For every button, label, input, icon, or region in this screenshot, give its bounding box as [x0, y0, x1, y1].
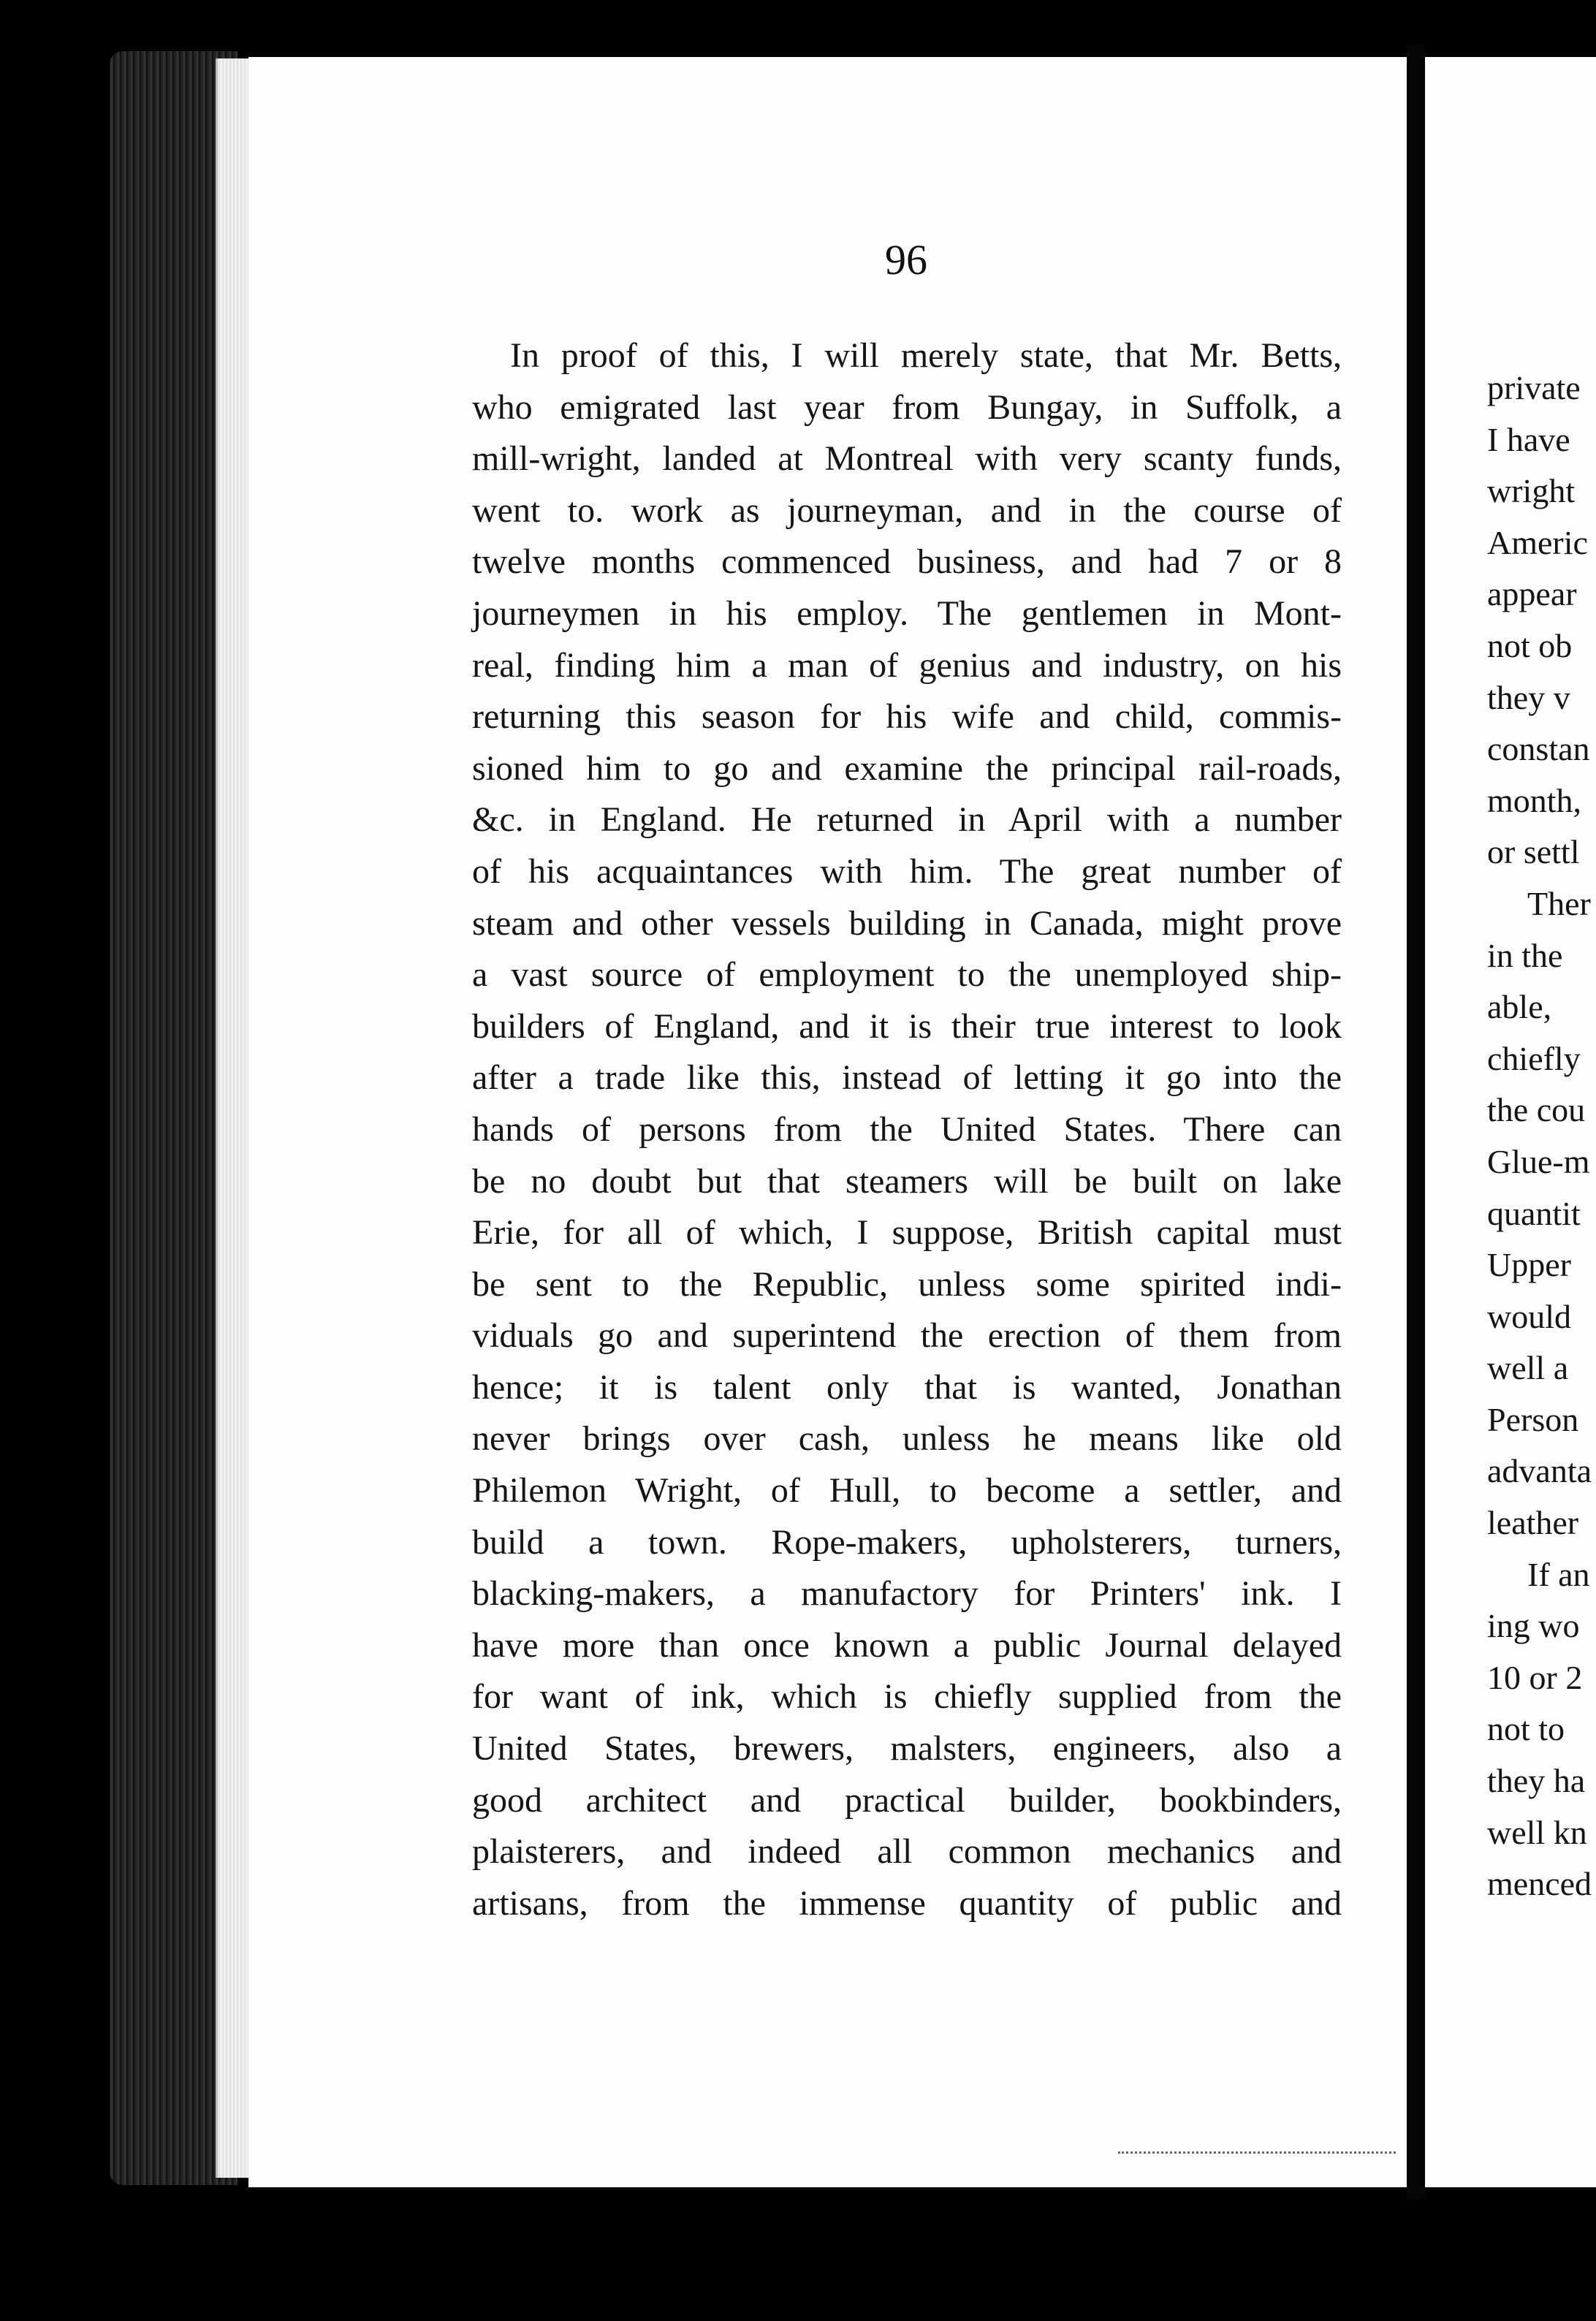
text-line: mill-wright, landed at Montreal with very scanty funds,: [472, 439, 1342, 479]
facing-text-line: Upper: [1487, 1246, 1571, 1284]
text-line: good architect and practical builder, bookbinders,: [472, 1780, 1342, 1820]
facing-text-line: Glue-m: [1487, 1142, 1590, 1180]
text-line: Erie, for all of which, I suppose, British capital must: [472, 1213, 1342, 1253]
facing-text-line: private: [1487, 369, 1581, 406]
facing-page-text: [1487, 362, 1592, 1910]
facing-text-line: well kn: [1487, 1813, 1587, 1851]
facing-text-line: 10 or 2: [1487, 1658, 1583, 1696]
text-line: plaisterers, and indeed all common mechanics and: [472, 1832, 1342, 1872]
text-line: who emigrated last year from Bungay, in Suffolk, a: [472, 387, 1342, 427]
text-line: artisans, from the immense quantity of public and: [472, 1883, 1342, 1923]
text-line: builders of England, and it is their true interest to look: [472, 1006, 1342, 1046]
facing-text-line: constan: [1487, 730, 1590, 768]
facing-text-line: month,: [1487, 781, 1582, 819]
facing-text-line: they v: [1487, 678, 1570, 716]
facing-text-line: ing wo: [1487, 1607, 1580, 1645]
facing-text-line: menced: [1487, 1865, 1592, 1903]
text-line: In proof of this, I will merely state, that Mr. Betts,: [510, 336, 1342, 375]
text-line: sioned him to go and examine the principal rail-roads,: [472, 748, 1342, 788]
text-line: real, finding him a man of genius and industry, on his: [472, 645, 1342, 685]
text-line: &c. in England. He returned in April with a number: [472, 800, 1342, 840]
text-line: for want of ink, which is chiefly supplied from the: [472, 1677, 1342, 1717]
facing-text-line: would: [1487, 1297, 1571, 1335]
facing-text-line: they ha: [1487, 1762, 1586, 1800]
text-line: went to. work as journeyman, and in the course of: [472, 490, 1342, 530]
facing-text-line: wright: [1487, 472, 1576, 510]
text-line: of his acquaintances with him. The great number of: [472, 851, 1342, 891]
page-edge-mark: [1118, 2147, 1396, 2154]
facing-text-line: Americ: [1487, 523, 1588, 561]
text-line: hands of persons from the United States. There can: [472, 1109, 1342, 1149]
facing-text-line: not ob: [1487, 626, 1573, 664]
facing-text-line: Ther: [1527, 884, 1591, 922]
text-line: viduals go and superintend the erection of them from: [472, 1316, 1342, 1356]
text-line: twelve months commenced business, and had 7 or 8: [472, 542, 1342, 582]
facing-text-line: or settl: [1487, 833, 1580, 871]
facing-text-line: Person: [1487, 1400, 1579, 1438]
page-number: 96: [885, 236, 927, 284]
facing-text-line: in the: [1487, 936, 1563, 974]
facing-text-line: well a: [1487, 1349, 1569, 1387]
facing-text-line: If an: [1527, 1555, 1590, 1593]
text-line: hence; it is talent only that is wanted, Jonathan: [472, 1367, 1342, 1407]
facing-text-line: chiefly: [1487, 1039, 1581, 1077]
text-line: returning this season for his wife and child, commis-: [472, 697, 1342, 737]
facing-text-line: not to: [1487, 1710, 1565, 1748]
text-line: United States, brewers, malsters, engineers, also a: [472, 1729, 1342, 1769]
text-line: blacking-makers, a manufactory for Printers' ink. I: [472, 1574, 1342, 1614]
text-line: be sent to the Republic, unless some spirited indi-: [472, 1264, 1342, 1304]
facing-text-line: appear: [1487, 575, 1577, 613]
facing-text-line: I have: [1487, 420, 1570, 458]
text-line: have more than once known a public Journal delayed: [472, 1625, 1342, 1665]
facing-text-line: quantit: [1487, 1194, 1581, 1232]
text-line: Philemon Wright, of Hull, to become a settler, and: [472, 1471, 1342, 1511]
facing-text-line: the cou: [1487, 1091, 1586, 1129]
text-line: build a town. Rope-makers, upholsterers, turners,: [472, 1522, 1342, 1562]
book-gutter: [1407, 44, 1425, 2200]
text-line: steam and other vessels building in Canada, might prove: [472, 903, 1342, 943]
text-line: a vast source of employment to the unemployed ship-: [472, 955, 1342, 995]
page-body-text: [472, 330, 1342, 1929]
facing-text-line: leather: [1487, 1504, 1579, 1542]
facing-text-line: advanta: [1487, 1452, 1592, 1490]
text-line: never brings over cash, unless he means like old: [472, 1419, 1342, 1459]
text-line: after a trade like this, instead of letting it go into the: [472, 1058, 1342, 1098]
text-line: journeymen in his employ. The gentlemen in Mont-: [472, 593, 1342, 633]
text-line: be no doubt but that steamers will be built on lake: [472, 1161, 1342, 1201]
facing-text-line: able,: [1487, 988, 1552, 1026]
